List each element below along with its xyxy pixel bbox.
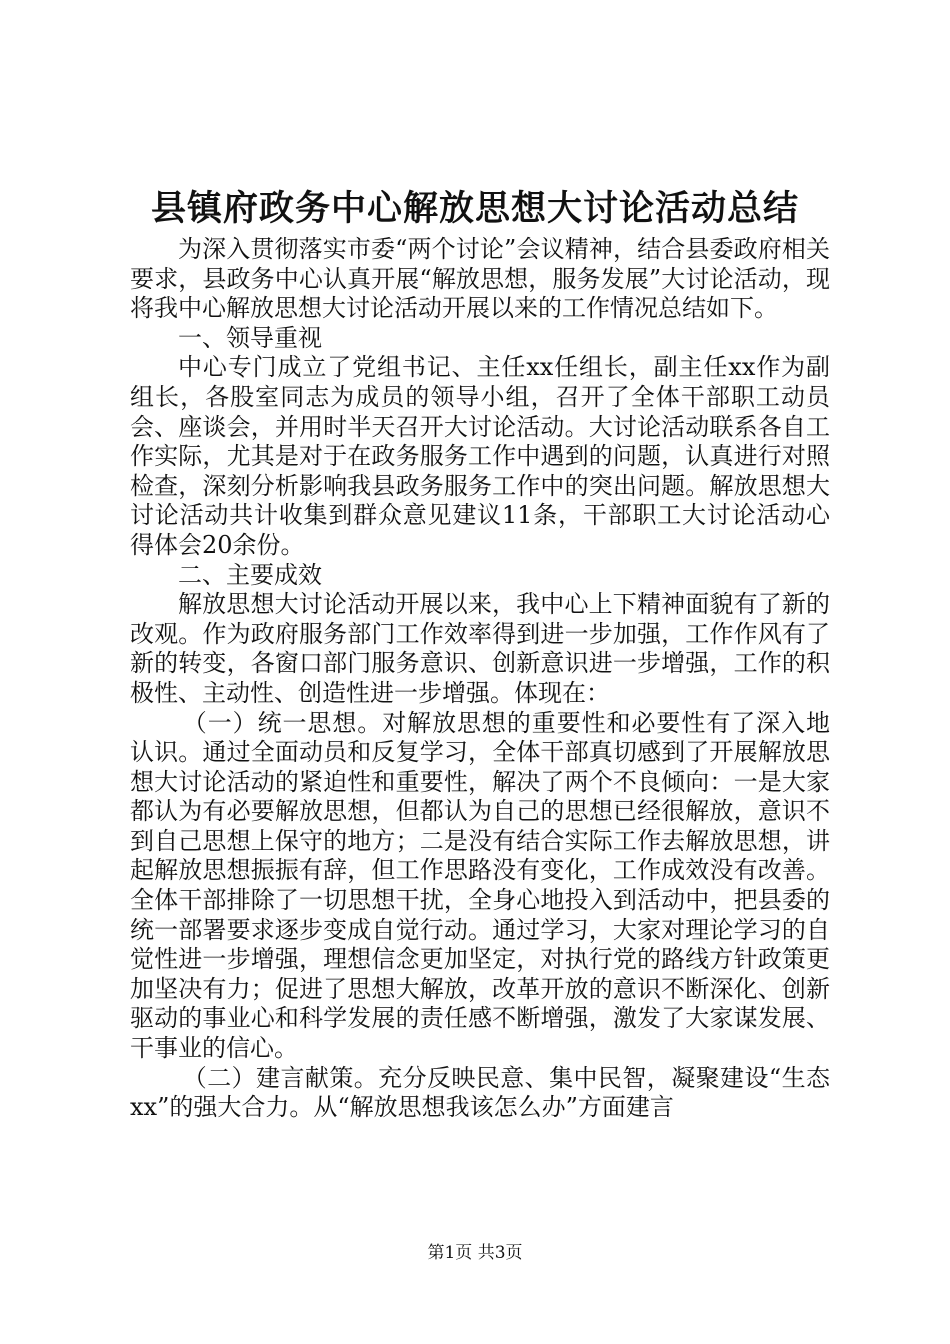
page-number-footer: 第1页 共3页 bbox=[427, 1243, 523, 1263]
suggestions-paragraph: （二）建言献策。充分反映民意、集中民智，凝聚建设“生态xx”的强大合力。从“解放思想我该怎么办”方面建言 bbox=[130, 1063, 830, 1122]
results-paragraph: 解放思想大讨论活动开展以来，我中心上下精神面貌有了新的改观。作为政府服务部门工作效率得到进一步加强，工作作风有了新的转变，各窗口部门服务意识、创新意识进一步增强，工作的积极性、主动性、创造性进一步增强。体现在： bbox=[130, 590, 830, 707]
intro-paragraph: 为深入贯彻落实市委“两个讨论”会议精神，结合县委政府相关要求，县政务中心认真开展“解放思想，服务发展”大讨论活动，现将我中心解放思想大讨论活动开展以来的工作情况总结如下。 bbox=[130, 235, 830, 323]
leadership-paragraph: 中心专门成立了党组书记、主任xx任组长，副主任xx作为副组长，各股室同志为成员的领导小组，召开了全体干部职工动员会、座谈会，并用时半天召开大讨论活动。大讨论活动联系各自工作实际，尤其是对于在政务服务工作中遇到的问题，认真进行对照检查，深刻分析影响我县政务服务工作中的突出问题。解放思想大讨论活动共计收集到群众意见建议11条，干部职工大讨论活动心得体会20余份。 bbox=[130, 353, 830, 559]
section-heading-results: 二、主要成效 bbox=[178, 560, 322, 589]
section-heading-leadership: 一、领导重视 bbox=[178, 323, 322, 352]
document-body bbox=[130, 235, 830, 1123]
document-title: 县镇府政务中心解放思想大讨论活动总结 bbox=[150, 188, 799, 229]
unified-thinking-paragraph: （一）统一思想。对解放思想的重要性和必要性有了深入地认识。通过全面动员和反复学习，全体干部真切感到了开展解放思想大讨论活动的紧迫性和重要性，解决了两个不良倾向：一是大家都认为有必要解放思想，但都认为自己的思想已经很解放，意识不到自己思想上保守的地方；二是没有结合实际工作去解放思想，讲起解放思想振振有辞，但工作思路没有变化，工作成效没有改善。全体干部排除了一切思想干扰，全身心地投入到活动中，把县委的统一部署要求逐步变成自觉行动。通过学习，大家对理论学习的自觉性进一步增强，理想信念更加坚定，对执行党的路线方针政策更加坚决有力；促进了思想大解放，改革开放的意识不断深化、创新驱动的事业心和科学发展的责任感不断增强，激发了大家谋发展、干事业的信心。 bbox=[130, 708, 830, 1063]
